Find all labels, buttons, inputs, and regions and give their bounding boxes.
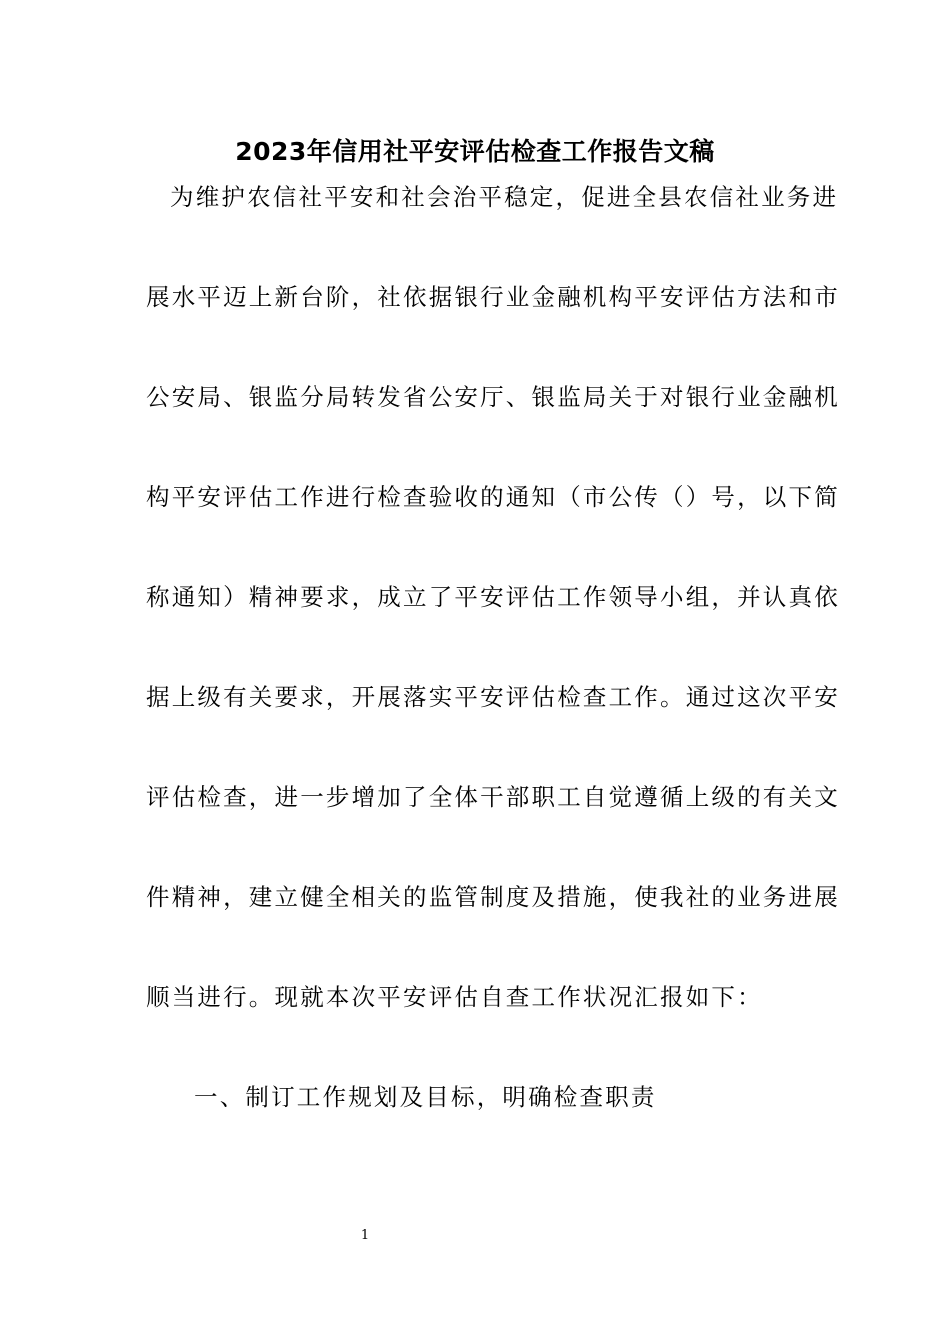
paragraph-line: 公安局、银监分局转发省公安厅、银监局关于对银行业金融机 bbox=[146, 383, 840, 411]
paragraph-line: 为维护农信社平安和社会治平稳定，促进全县农信社业务进 bbox=[170, 183, 839, 211]
page-number: 1 bbox=[360, 1228, 370, 1243]
paragraph-line: 展水平迈上新台阶，社依据银行业金融机构平安评估方法和市 bbox=[146, 283, 840, 311]
paragraph-line: 据上级有关要求，开展落实平安评估检查工作。通过这次平安 bbox=[146, 683, 840, 711]
document-title: 2023年信用社平安评估检查工作报告文稿 bbox=[235, 137, 715, 166]
paragraph-line: 评估检查，进一步增加了全体干部职工自觉遵循上级的有关文 bbox=[146, 783, 840, 811]
paragraph-line: 称通知）精神要求，成立了平安评估工作领导小组，并认真依 bbox=[146, 583, 840, 611]
section-heading: 一、制订工作规划及目标，明确检查职责 bbox=[194, 1083, 657, 1111]
paragraph-line: 构平安评估工作进行检查验收的通知（市公传（）号，以下简 bbox=[146, 483, 840, 511]
paragraph-line: 顺当进行。现就本次平安评估自查工作状况汇报如下： bbox=[146, 983, 763, 1011]
paragraph-line: 件精神，建立健全相关的监管制度及措施，使我社的业务进展 bbox=[146, 883, 840, 911]
